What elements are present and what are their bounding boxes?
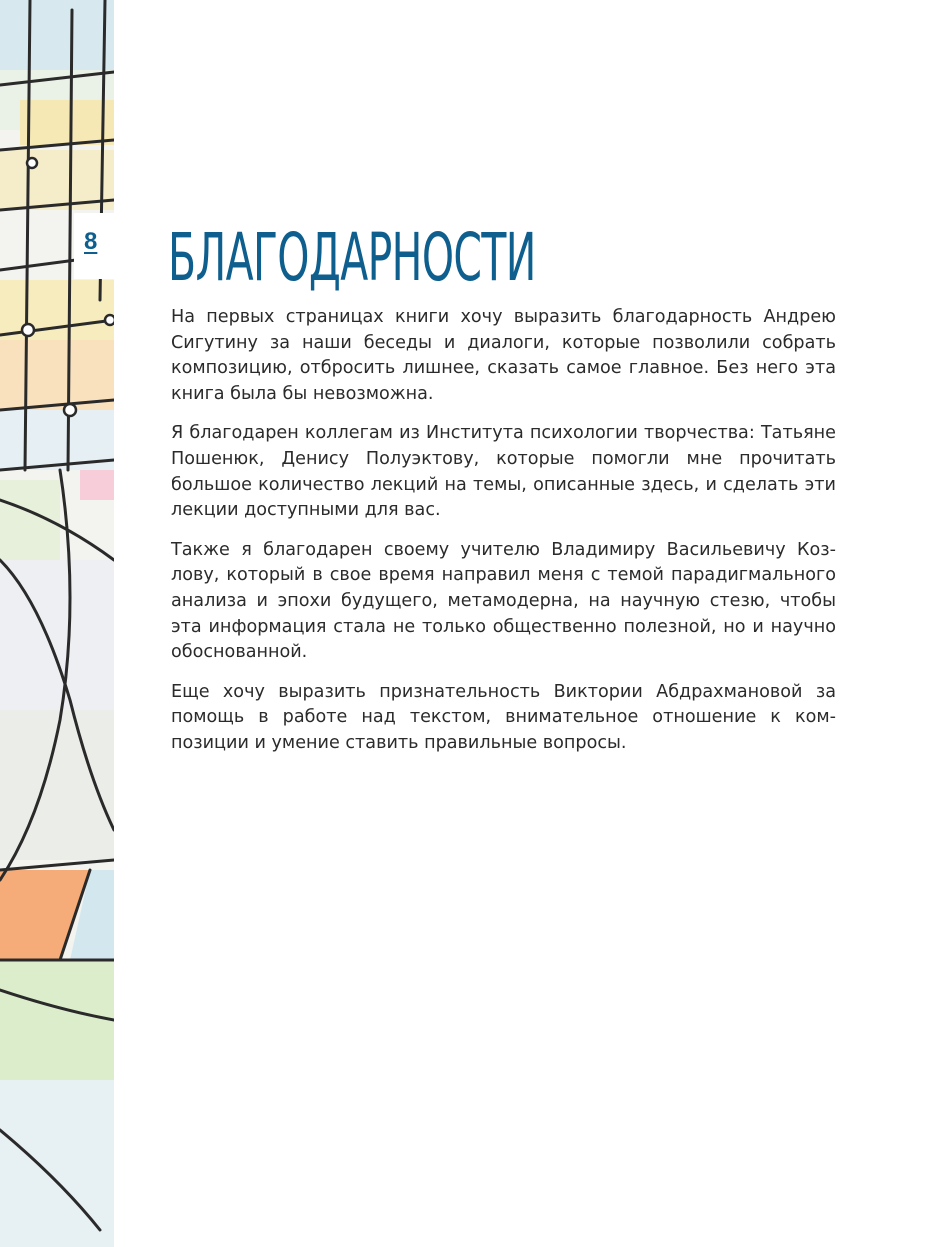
decorative-side-illustration	[0, 0, 114, 1247]
stained-glass-artwork	[0, 0, 114, 1247]
paragraph: На первых страницах книги хочу выразить благодарность Андрею Сигутину за наши беседы и диалоги, которые позволили собрать композицию, отбросить лишнее, сказать самое главное. Без него эта книга была бы невозможна.	[171, 307, 836, 404]
paragraph: Еще хочу выразить признательность Виктории Абдрахмановой за помощь в работе над текстом, внимательное отношение к композиции и умение ставить правильные вопросы.	[171, 681, 836, 753]
page-number: 8	[84, 228, 98, 255]
paragraph: Я благодарен коллегам из Института психологии творчества: Татьяне Пошенюк, Денису Полуэктову, которые помогли мне прочитать большое количество лекций на темы, описанные здесь, и сделать эти лекции доступными для вас.	[171, 423, 836, 521]
paragraph: Также я благодарен своему учителю Владимиру Васильевичу Козлову, который в свое время направил меня с темой парадигмального анализа и эпохи будущего, метамодерна, на научную стезю, чтобы эта информация стала не только общественно полезной, но и научно обоснованной.	[171, 539, 836, 663]
page-title: БЛАГОДАРНОСТИ	[168, 219, 536, 296]
body-text	[171, 305, 836, 771]
